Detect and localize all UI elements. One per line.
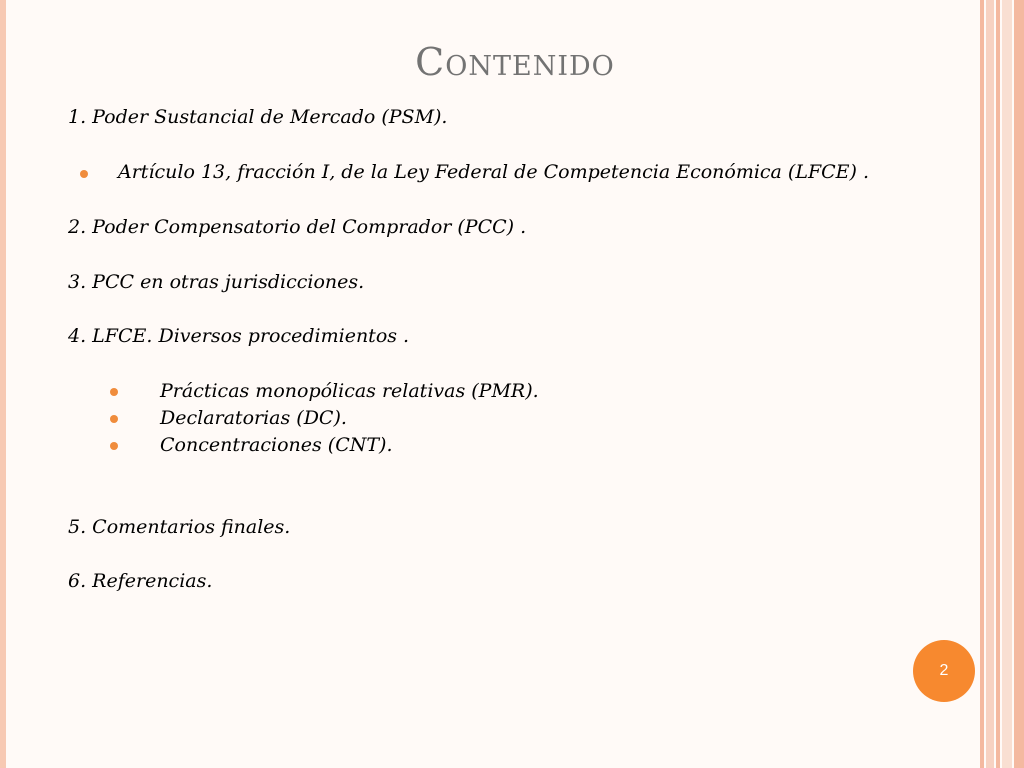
right-border-stripe	[1014, 0, 1024, 768]
sub-item-dc: Declaratorias (DC).	[160, 407, 347, 429]
right-border-stripe	[986, 0, 994, 768]
list-item-pcc: 2. Poder Compensatorio del Comprador (PCC) .	[68, 216, 527, 238]
list-item-comentarios: 5. Comentarios finales.	[68, 516, 291, 538]
list-item-referencias: 6. Referencias.	[68, 570, 213, 592]
slide-title: Contenido	[415, 40, 615, 84]
page-number-badge: 2	[913, 640, 975, 702]
bullet-icon	[110, 415, 118, 423]
list-item-jurisdicciones: 3. PCC en otras jurisdicciones.	[68, 271, 365, 293]
left-border-stripe	[0, 0, 6, 768]
right-border-stripe	[980, 0, 984, 768]
sub-item-pmr: Prácticas monopólicas relativas (PMR).	[160, 380, 539, 402]
bullet-icon	[110, 388, 118, 396]
right-border-stripe	[996, 0, 1000, 768]
list-item-psm: 1. Poder Sustancial de Mercado (PSM).	[68, 106, 448, 128]
list-item-articulo: Artículo 13, fracción I, de la Ley Federal de Competencia Económica (LFCE) .	[118, 161, 870, 183]
bullet-icon	[80, 170, 88, 178]
right-border-stripe	[1002, 0, 1012, 768]
sub-item-cnt: Concentraciones (CNT).	[160, 434, 393, 456]
list-item-procedimientos: 4. LFCE. Diversos procedimientos .	[68, 325, 410, 347]
bullet-icon	[110, 442, 118, 450]
